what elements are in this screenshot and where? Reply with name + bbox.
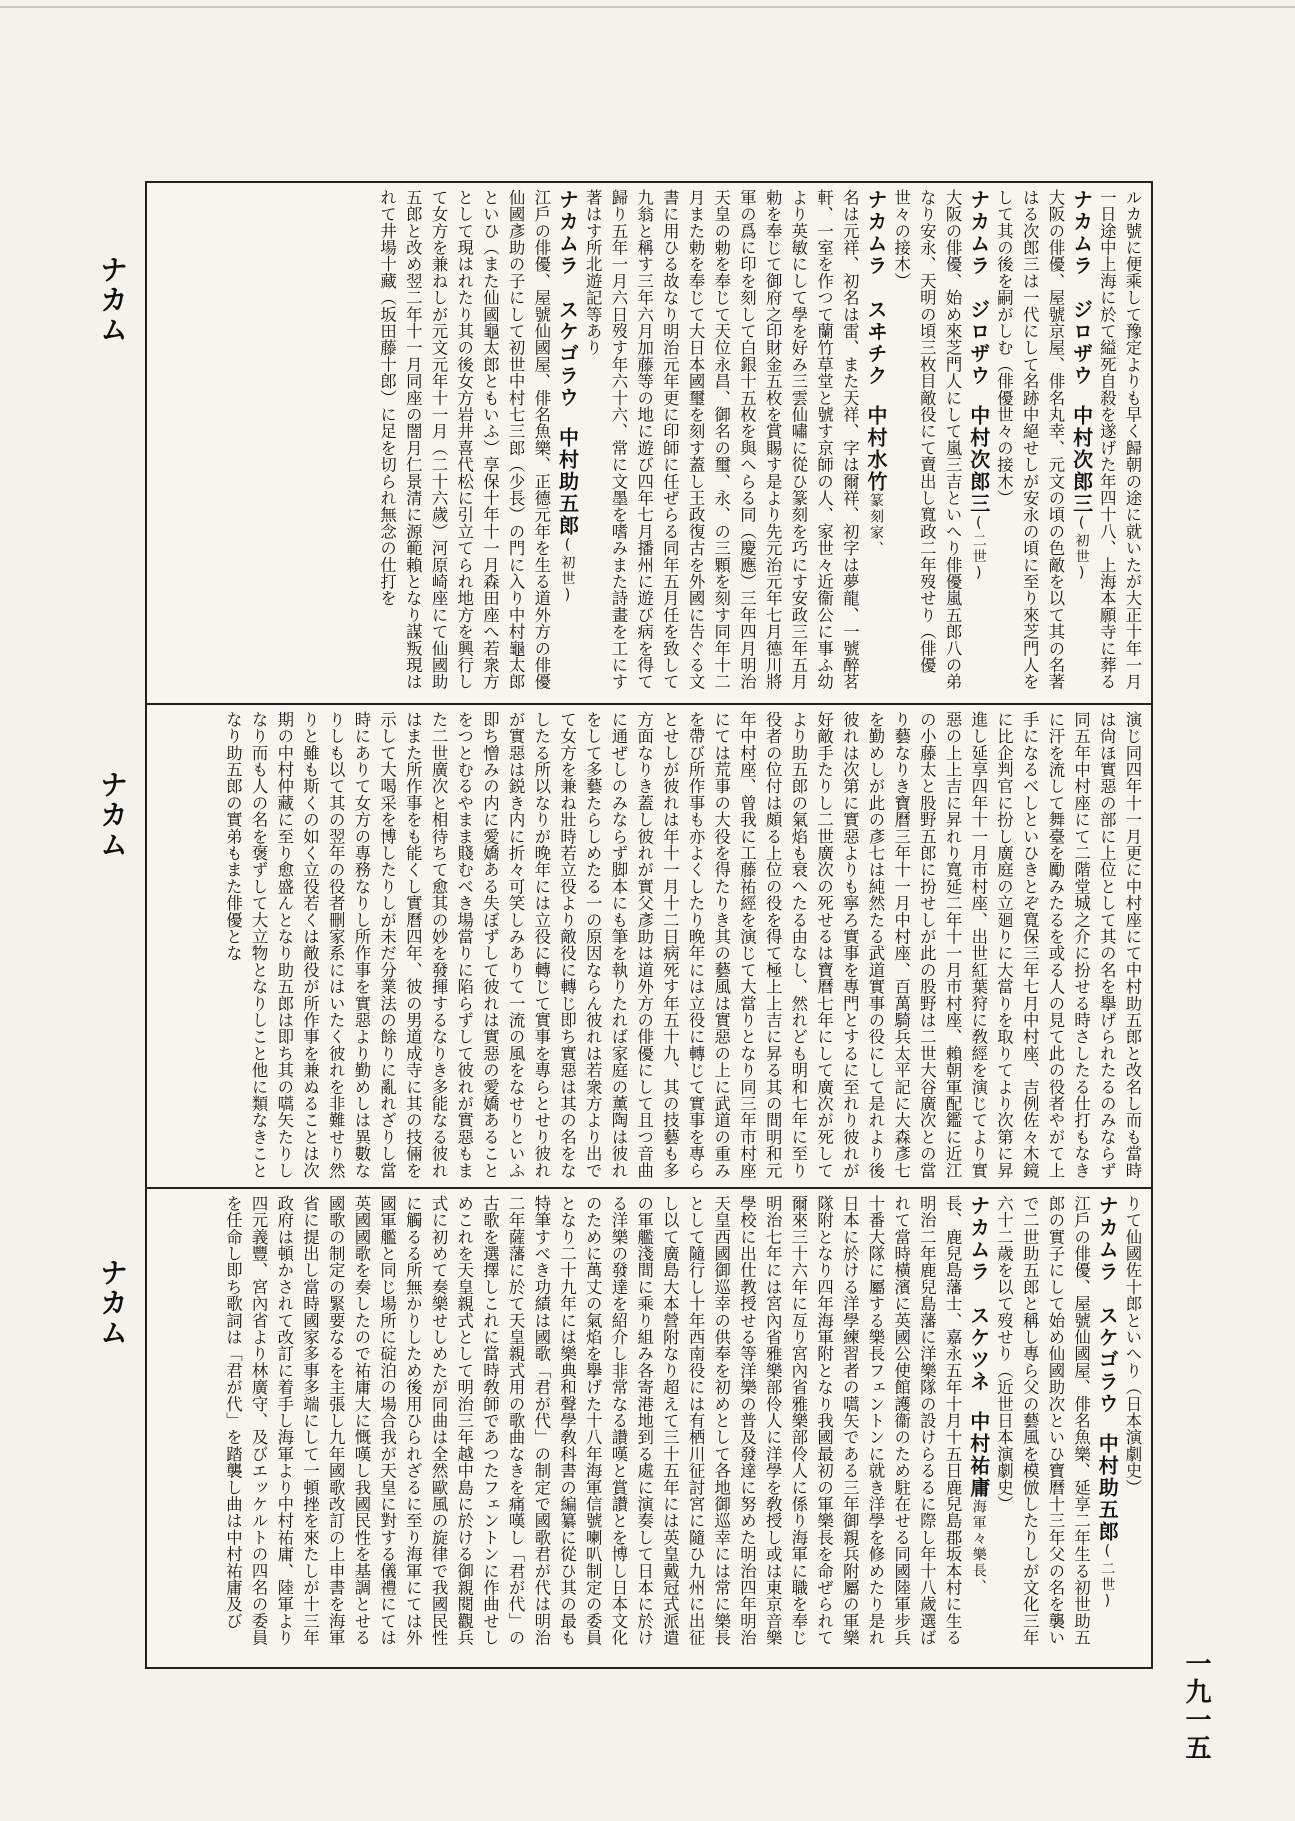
entry-heading-kana: ナカムラ スケゴラウ <box>555 189 580 409</box>
section-top-text <box>153 189 1145 697</box>
entry-heading-kana: ナカムラ スケゴラウ <box>1095 1195 1120 1415</box>
entry-heading-kanji: 中村次郎三 <box>966 405 991 515</box>
entry-body: 名は元祥、初名は雷、また天祥、字は爾祥、初字は夢龍、一號醉茗軒、一室を作つて蘭竹草堂と號す京師の人、家世々近衞公に事ふ幼より英敏にして學を好み三雲仙嘯に從ひ篆刻を巧にす安政三年五月勅を奉じて御府之印財金五枚を賞賜す是より先元治元年七月德川將軍の爲に印を刻して白銀十五枚を與へらる同（慶應）三年四月明治天皇の勅を奉じて天位永昌、御名の璽、永、の三顆を刻す同年十二月また勅を奉じて大日本國璽を刻す蓋し王政復古を外國に告ぐる文書に用ひる故なり明治元年更に印師に任ぜらる同年五月任を致して九翁と稱す三年六月加藤等の地に遊び四年七月播州に遊び病を得て歸り五年一月六日歿す年六十六、常に文墨を嗜みまた詩畫を工にす著はす所北遊記等あり <box>583 189 860 690</box>
entry-body: 長、鹿兒島藩士、嘉永五年十月十五日鹿兒島郡坂本村に生る明治二年鹿兒島藩に洋樂隊の設けらるるに際し年十八歲選ばれて當時橫濱に英國公使館護衞のため駐在せる同國陸軍步兵十番大隊に屬する樂長フェントンに就き洋學を修めたり是れ日本に於ける洋學練習者の嚆矢である三年御親兵附屬の軍樂隊附となり四年海軍附となり我國最初の軍樂長を命ぜられて爾來三十六年に亙り宮內省雅樂部伶人に係り海軍に職を奉じ明治七年には宮內省雅樂部伶人に洋學を敎授し或は東京音樂學校に出仕教授せる等洋樂の普及發達に努めた明治四年明治天皇西國御巡幸の供奉を初めとして各地御巡幸には常に樂長として隨行し十年西南役には有栖川征討宮に隨ひ九州に出征し以て廣島大本營附なり超えて三十五年には英皇戴冠式派遣の軍艦淺間に乘り組み各寄港地到る處に演奏して日本に於ける洋樂の發達を紹介し非常なる讚嘆と賞讚とを博し日本文化のために萬丈の氣焰を擧げた十八年海軍信號喇叭制定の委員となり二十九年には樂典和聲學敎科書の編纂に從ひ其の最も特筆すべき功績は國歌「君が代」の制定で國歌君が代は明治二年薩藩に於て天皇親式用の歌曲なきを痛嘆し「君が代」の古歌を選擇しこれに當時敎師であつたフェントンに作曲せしめこれを天皇親式として明治三年越中島に於ける御親閱觀兵式に初めて奏樂せしめたが同曲は全然歐風の旋律で我國民性に觸るる所無かりしため後用ひられざるに至り海軍にては外國軍艦と同じ場所に碇泊の場合我が天皇に對する儀禮にては英國國歌を奏したので祐庸大に慨嘆し我國民性を基調とせる國歌の制定の緊要なるを主張し九年國歌改訂の上申書を海軍省に提出し當時國家多事多端にして一頓挫を來たしが十三年政府は頓かされて改訂に着手し海軍より中村祐庸、陸軍より四元義豐、宮內省より林廣守、及びエッケルトの四名の委員を任命し即ち歌詞は「君が代」を踏襲し曲は中村祐庸及び <box>223 1195 963 1646</box>
entry-heading-note: (初世) <box>1073 515 1090 583</box>
entry-heading-kana: ナカムラ ジロザウ <box>966 189 991 387</box>
entry-body: 大阪の俳優、屋號京屋、俳名丸幸、元文の頃の色敵を以て其の名著はる次郎三は一代にして名跡中絕せしが安永の頃に至り來芝門人をして其の後を嗣がしむ（俳優世々の接木） <box>994 189 1065 690</box>
entry-heading-note: (二世) <box>1099 1543 1116 1611</box>
entry-heading-note: (二世) <box>970 515 987 583</box>
entry-heading <box>862 189 888 697</box>
section-bottom <box>147 1189 1151 1667</box>
margin-label-bottom: ナカム <box>96 1258 129 1348</box>
entry-heading-kanji: 中村助五郎 <box>1095 1433 1120 1543</box>
section-top <box>147 183 1151 705</box>
entry-continuation: ルカ號に便乘して豫定よりも早く歸朝の途に就いたが大正十年一月一日途中上海に於て縊死自殺を遂げた年四十八、上海本願寺に葬る <box>1097 189 1142 690</box>
entry-heading-note: 海軍々樂長、 <box>970 1499 987 1595</box>
entry-heading-note: (初世) <box>559 537 576 605</box>
entry-heading-kanji: 中村祐庸 <box>966 1411 991 1499</box>
entry-body: 江戶の俳優、屋號仙國屋、俳名魚樂、延享二年生る初世助五郎の實子にして始め仙國助次といひ寶曆十三年父の名を襲いで二世助五郎と稱し專ら父の藝風を模倣したりしが文化三年六十二歲を以て歿せり（近世日本演劇史） <box>994 1195 1091 1646</box>
dictionary-page <box>145 181 1153 1669</box>
entry-body: 大阪の俳優、始め來芝門人にして嵐三吉といへり俳優嵐五郎八の弟なり安永、天明の頃三枚目敵役にて賣出し寬政二年歿せり（俳優世々の接木） <box>891 189 963 690</box>
margin-label-top: ナカム <box>96 255 129 345</box>
entry-heading-kanji: 中村助五郎 <box>555 427 580 537</box>
page-number: 一九一五 <box>1181 1650 1211 1762</box>
entry-heading <box>965 1195 991 1661</box>
entry-heading-kana: ナカムラ スヰチク <box>863 189 888 387</box>
section-bottom-text <box>153 1195 1145 1661</box>
entry-heading-kana: ナカムラ ジロザウ <box>1069 189 1094 387</box>
entry-body: 演じ同四年十一月更に中村座にて中村助五郎と改名し而も當時は尙ほ實惡の部に上位として其の名を擧げられたるのみならず同五年中村座にて二階堂城之介に扮せる時さしたる仕打もなきに汗を流して舞臺を勵みたるを或る人の見て此の役者やがて上手になるべしといひきとぞ寬保三年七月中村座、吉例佐々木鏡に比企判官に扮し廣庭の立廻りに大當りを取りてより次第に昇進し延享四年十一月市村座、出世紅葉狩に敎經を演じてより實惡の上上吉に昇れり寬延二年十一月市村座、賴朝軍配鑑に近江の小藤太と股野五郎に扮せしが此の股野は二世大谷廣次との當り藝なりき寶曆三年十一月中村座、百萬騎兵太平記に大森彥七を勤めしが此の彥七は純然たる武道實事の役にして是れより後彼れは次第に實惡よりも寧ろ實事を專門とするに至れり彼れが好敵手たりし二世廣次の死せるは寶曆七年にして廣次が死してより助五郎の氣焰も衰へたる由なし、然れども明和七年に至り役者の位付は頗る上位の役を得て極上上吉に昇る其の間明和元年中村座、曾我に工藤祐經を演じて大當りとなり同三年市村座にては荒事の大役を得たりき其の藝風は實惡の上に武道の重みを帶び所作事も亦よくしたり晚年には立役に轉じて實事を專らとせしが彼れは年十一月十二日病死す年五十九、其の技藝も多方面なりき蓋し彼れが實父彥助は道外方の俳優にして且つ音曲に通ぜしのみならず脚本にも筆を執りたれば家庭の薰陶は彼れをして多藝たらしめたる一の原因ならん彼れは若衆方より出でて女方を兼ね壯時若立役より敵役に轉じ即ち實惡は其の名をなしたる所以なりが晚年には立役に轉じて實事を專らとせり彼れが實惡は鋭き内に折々可笑しみありて一流の風をなせりといふ即ち憎みの内に愛嬌ある失ぼずして彼れは實惡の愛嬌あることをつとむるやまま賤むべき場當りに陷らずして彼れが實惡もまた二世廣次と相待ちて愈其の妙を發揮するなりき多能なる彼れはまた所作事をも能くし實曆四年、彼の男道成寺に其の技倆を示して大喝采を博したりしが未だ分業法の餘りに亂れざりし當時にありて女方の專務なりし所作事を實惡より勤めしは異數なりしも以て其の翌年の役者刪家系にはいたく彼れを非難せり然りと雖も斯くの如く立役若くは敵役が所作事を兼ぬることは次期の中村仲藏に至り愈盛んとなり助五郎は即ち其の嚆矢たりしなり而も人の名を褒ずして大立物となりしこと他に類なきことなり助五郎の實弟もまた俳優とな <box>223 711 1142 1179</box>
entry-heading <box>1094 1195 1120 1661</box>
entry-heading <box>965 189 991 697</box>
entry-heading-kanji: 中村次郎三 <box>1069 405 1094 515</box>
section-middle-text <box>153 711 1145 1181</box>
entry-body: 江戶の俳優、屋號仙國屋、俳名魚樂、正德元年を生る道外方の俳優仙國彥助の子にして初世中村七三郎（少長）の門に入り中村龜太郎といひ（また仙國龜太郎ともいふ）享保十年十一月森田座へ若衆方として現はれたり其の後女方岩井喜代松に引立てられ地方を興行して女方を兼ねしが元文元年十一月（二十六歲）河原崎座にて仙國助五郎と改め翌二年十一月同座の闇月仁景清に源範賴となり謀叛現はれて井場十藏（坂田藤十郎）に足を切られ無念の仕打を <box>377 189 551 690</box>
entry-heading-note: 篆刻家、 <box>867 493 884 557</box>
entry-heading-kanji: 中村水竹 <box>863 405 888 493</box>
section-middle <box>147 705 1151 1189</box>
entry-heading <box>554 189 580 697</box>
top-rule <box>0 6 1295 8</box>
entry-heading <box>1068 189 1094 697</box>
margin-label-middle: ナカム <box>96 770 129 860</box>
entry-heading-kana: ナカムラ スケツネ <box>966 1195 991 1393</box>
entry-continuation: りて仙國佐十郎といへり（日本演劇史） <box>1123 1195 1142 1496</box>
